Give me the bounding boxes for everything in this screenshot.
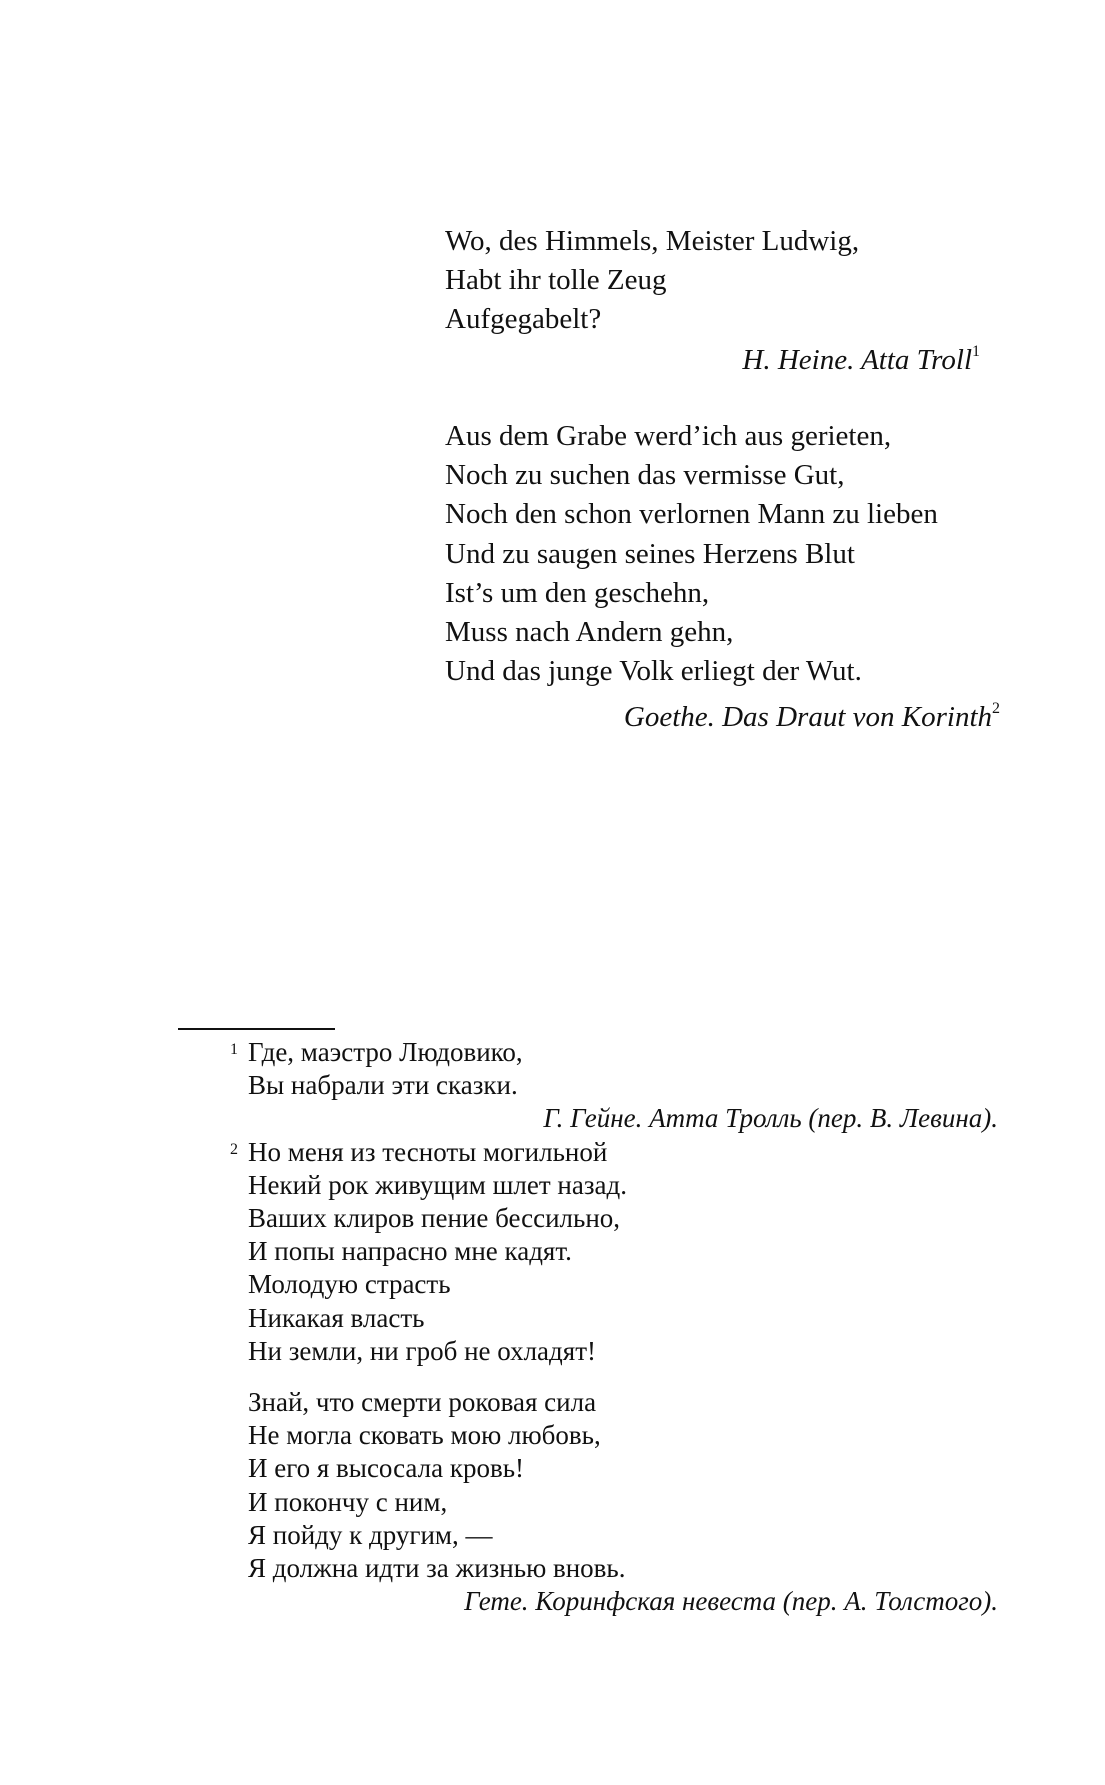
verse-line: Aus dem Grabe werd’ich aus gerieten,	[445, 420, 892, 452]
attribution-text: H. Heine. Atta Troll	[742, 343, 972, 376]
footnote-line: Знай, что смерти роковая сила	[248, 1387, 597, 1418]
epigraph-attribution	[445, 344, 1000, 377]
footnote-ref: 2	[992, 700, 1000, 718]
footnote-number: 2	[230, 1140, 238, 1158]
footnote-line: Не могла сковать мою любовь,	[248, 1420, 601, 1451]
verse-line: Noch zu suchen das vermisse Gut,	[445, 459, 845, 492]
verse-line: Und das junge Volk erliegt der Wut.	[445, 655, 862, 688]
epigraph-attribution	[445, 701, 1000, 734]
footnote-line: Где, маэстро Людовико,	[248, 1037, 523, 1067]
footnote-line: Никакая власть	[248, 1302, 425, 1333]
footnote-line: И попы напрасно мне кадят.	[248, 1236, 572, 1267]
footnote-line: Но меня из тесноты могильной	[248, 1136, 608, 1167]
footnote-separator	[178, 1028, 335, 1030]
footnote-line: И покончу с ним,	[248, 1486, 448, 1517]
footnote-line: Я должна идти за жизнью вновь.	[248, 1553, 626, 1584]
footnote-1	[178, 1036, 998, 1136]
verse-line: Noch den schon verlornen Mann zu lieben	[445, 498, 938, 531]
verse-line: Aufgegabelt?	[445, 303, 602, 336]
footnote-ref: 1	[972, 342, 980, 360]
footnote-line: Ни земли, ни гроб не охладят!	[248, 1335, 596, 1366]
epigraph-goethe	[445, 417, 1000, 734]
attribution-text: Goethe. Das Draut von Korinth	[623, 701, 992, 734]
footnote-line: Некий рок живущим шлет назад.	[248, 1169, 627, 1200]
verse-line: Ist’s um den geschehn,	[445, 576, 710, 609]
footnote-line: И его я высосала кровь!	[248, 1453, 525, 1484]
footnote-line: Вы набрали эти сказки.	[248, 1070, 518, 1101]
footnote-attribution: Г. Гейне. Атта Тролль (пер. В. Левина).	[543, 1103, 998, 1134]
verse-line: Wo, des Himmels, Meister Ludwig,	[445, 225, 860, 257]
epigraph-heine	[445, 222, 1000, 377]
footnote-line: Я пойду к другим, —	[248, 1519, 493, 1550]
footnote-line: Молодую страсть	[248, 1269, 451, 1300]
footnote-line: Ваших клиров пение бессильно,	[248, 1203, 621, 1234]
footnotes	[178, 1036, 998, 1618]
verse-line: Muss nach Andern gehn,	[445, 616, 734, 649]
footnote-2	[178, 1136, 998, 1619]
verse-line: Und zu saugen seines Herzens Blut	[445, 537, 855, 570]
footnote-number: 1	[230, 1041, 238, 1058]
verse-line: Habt ihr tolle Zeug	[445, 264, 667, 297]
footnote-attribution: Гете. Коринфская невеста (пер. А. Толстого).	[464, 1586, 998, 1617]
stanza-gap	[178, 1368, 998, 1386]
